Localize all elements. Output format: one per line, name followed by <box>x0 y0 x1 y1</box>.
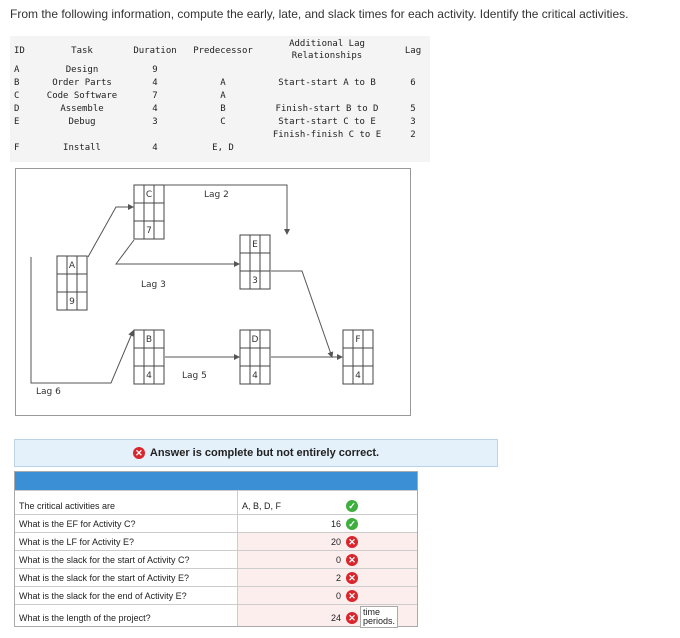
node-f-duration: 4 <box>355 371 361 381</box>
row-d-relationship: Finish-start B to D <box>275 104 379 114</box>
row-d-lag: 5 <box>410 104 416 114</box>
row-a-id: A <box>14 65 20 75</box>
row-f-predecessor: E, D <box>212 143 234 153</box>
answer-value: 20 <box>330 537 341 547</box>
question-text: From the following information, compute the early, late, and slack times for each activity. Identify the critical activities. <box>10 7 629 21</box>
answer-value: 2 <box>335 573 341 583</box>
row-e-duration: 3 <box>152 117 158 127</box>
answer-cell[interactable] <box>237 551 417 568</box>
activity-info-table <box>10 36 430 162</box>
answer-question: What is the LF for Activity E? <box>19 537 135 547</box>
row-f-id: F <box>14 143 20 153</box>
incorrect-x-icon: ✕ <box>346 554 358 566</box>
answer-question: What is the length of the project? <box>19 613 151 623</box>
node-c-duration: 7 <box>146 226 152 236</box>
answer-question: The critical activities are <box>19 501 116 511</box>
row-f-duration: 4 <box>152 143 158 153</box>
answer-cell[interactable] <box>237 515 417 532</box>
node-d-duration: 4 <box>252 371 258 381</box>
answer-question: What is the slack for the end of Activity E? <box>19 591 187 601</box>
row-b-predecessor: A <box>220 78 226 88</box>
answer-row <box>15 586 417 604</box>
answer-value: 16 <box>330 519 341 529</box>
answer-table-header <box>15 472 417 490</box>
answer-value: A, B, D, F <box>242 501 282 511</box>
incorrect-x-icon: ✕ <box>346 612 358 624</box>
lag-2-label: Lag 2 <box>204 190 229 200</box>
header-relationships: Relationships <box>291 51 363 61</box>
row-d-duration: 4 <box>152 104 158 114</box>
row-e-relationship: Start-start C to E <box>278 117 376 127</box>
answer-row <box>15 550 417 568</box>
lag-5-label: Lag 5 <box>182 371 207 381</box>
row-a-duration: 9 <box>152 65 158 75</box>
row-d-id: D <box>14 104 20 114</box>
answer-cell[interactable] <box>237 569 417 586</box>
banner-text: Answer is complete but not entirely correct. <box>149 447 380 459</box>
node-a-duration: 9 <box>69 297 75 307</box>
answer-row <box>15 490 417 514</box>
row-c-id: C <box>14 91 20 101</box>
header-task: Task <box>71 46 93 56</box>
answer-row <box>15 514 417 532</box>
answer-row <box>15 568 417 586</box>
incorrect-x-icon: ✕ <box>346 536 358 548</box>
answer-cell[interactable] <box>237 605 417 626</box>
node-d-label: D <box>251 335 259 345</box>
answer-value: 0 <box>335 591 341 601</box>
unit-line1: time <box>363 607 381 617</box>
row-e2-relationship: Finish-finish C to E <box>272 130 382 140</box>
dependency-arrows <box>31 185 342 383</box>
node-e-duration: 3 <box>252 276 258 286</box>
network-diagram-svg <box>16 169 412 417</box>
row-e-id: E <box>14 117 20 127</box>
node-a-label: A <box>68 261 76 271</box>
unit-label <box>360 606 398 628</box>
answer-cell[interactable] <box>237 587 417 604</box>
lag-6-label: Lag 6 <box>36 387 61 397</box>
answer-question: What is the slack for the start of Activity E? <box>19 573 190 583</box>
row-e2-lag: 2 <box>410 130 416 140</box>
row-b-lag: 6 <box>410 78 416 88</box>
answer-question: What is the slack for the start of Activity C? <box>19 555 190 565</box>
answer-cell[interactable] <box>237 533 417 550</box>
unit-line2: periods. <box>363 616 396 626</box>
answer-question: What is the EF for Activity C? <box>19 519 136 529</box>
answer-cell[interactable] <box>237 491 417 514</box>
answer-row <box>15 604 417 626</box>
row-c-task: Code Software <box>46 91 118 101</box>
row-b-duration: 4 <box>152 78 158 88</box>
incorrect-icon: ✕ <box>133 447 145 459</box>
lag-3-label: Lag 3 <box>141 280 166 290</box>
answer-value: 24 <box>330 613 341 623</box>
node-f-label: F <box>355 335 361 345</box>
header-additional: Additional Lag <box>289 39 365 49</box>
row-b-id: B <box>14 78 20 88</box>
row-c-duration: 7 <box>152 91 158 101</box>
row-b-relationship: Start-start A to B <box>278 78 376 88</box>
incorrect-x-icon: ✕ <box>346 572 358 584</box>
incorrect-x-icon: ✕ <box>346 590 358 602</box>
answer-value: 0 <box>335 555 341 565</box>
node-e-label: E <box>252 240 258 250</box>
node-b-label: B <box>145 335 153 345</box>
header-duration: Duration <box>133 46 177 56</box>
header-lag: Lag <box>404 46 422 56</box>
answer-table <box>14 471 418 627</box>
header-id: ID <box>14 46 25 56</box>
answer-status-banner <box>14 439 498 467</box>
correct-check-icon: ✓ <box>346 518 358 530</box>
row-f-task: Install <box>63 143 101 153</box>
row-e-lag: 3 <box>410 117 416 127</box>
node-b-duration: 4 <box>146 371 152 381</box>
row-d-predecessor: B <box>220 104 226 114</box>
row-a-task: Design <box>65 65 99 75</box>
answer-row <box>15 532 417 550</box>
network-diagram <box>15 168 411 416</box>
row-d-task: Assemble <box>60 104 104 114</box>
correct-check-icon: ✓ <box>346 500 358 512</box>
row-e-task: Debug <box>68 117 96 127</box>
row-e-predecessor: C <box>220 117 226 127</box>
row-c-predecessor: A <box>220 91 226 101</box>
node-c-label: C <box>145 190 153 200</box>
header-predecessor: Predecessor <box>193 46 253 56</box>
row-b-task: Order Parts <box>52 78 112 88</box>
